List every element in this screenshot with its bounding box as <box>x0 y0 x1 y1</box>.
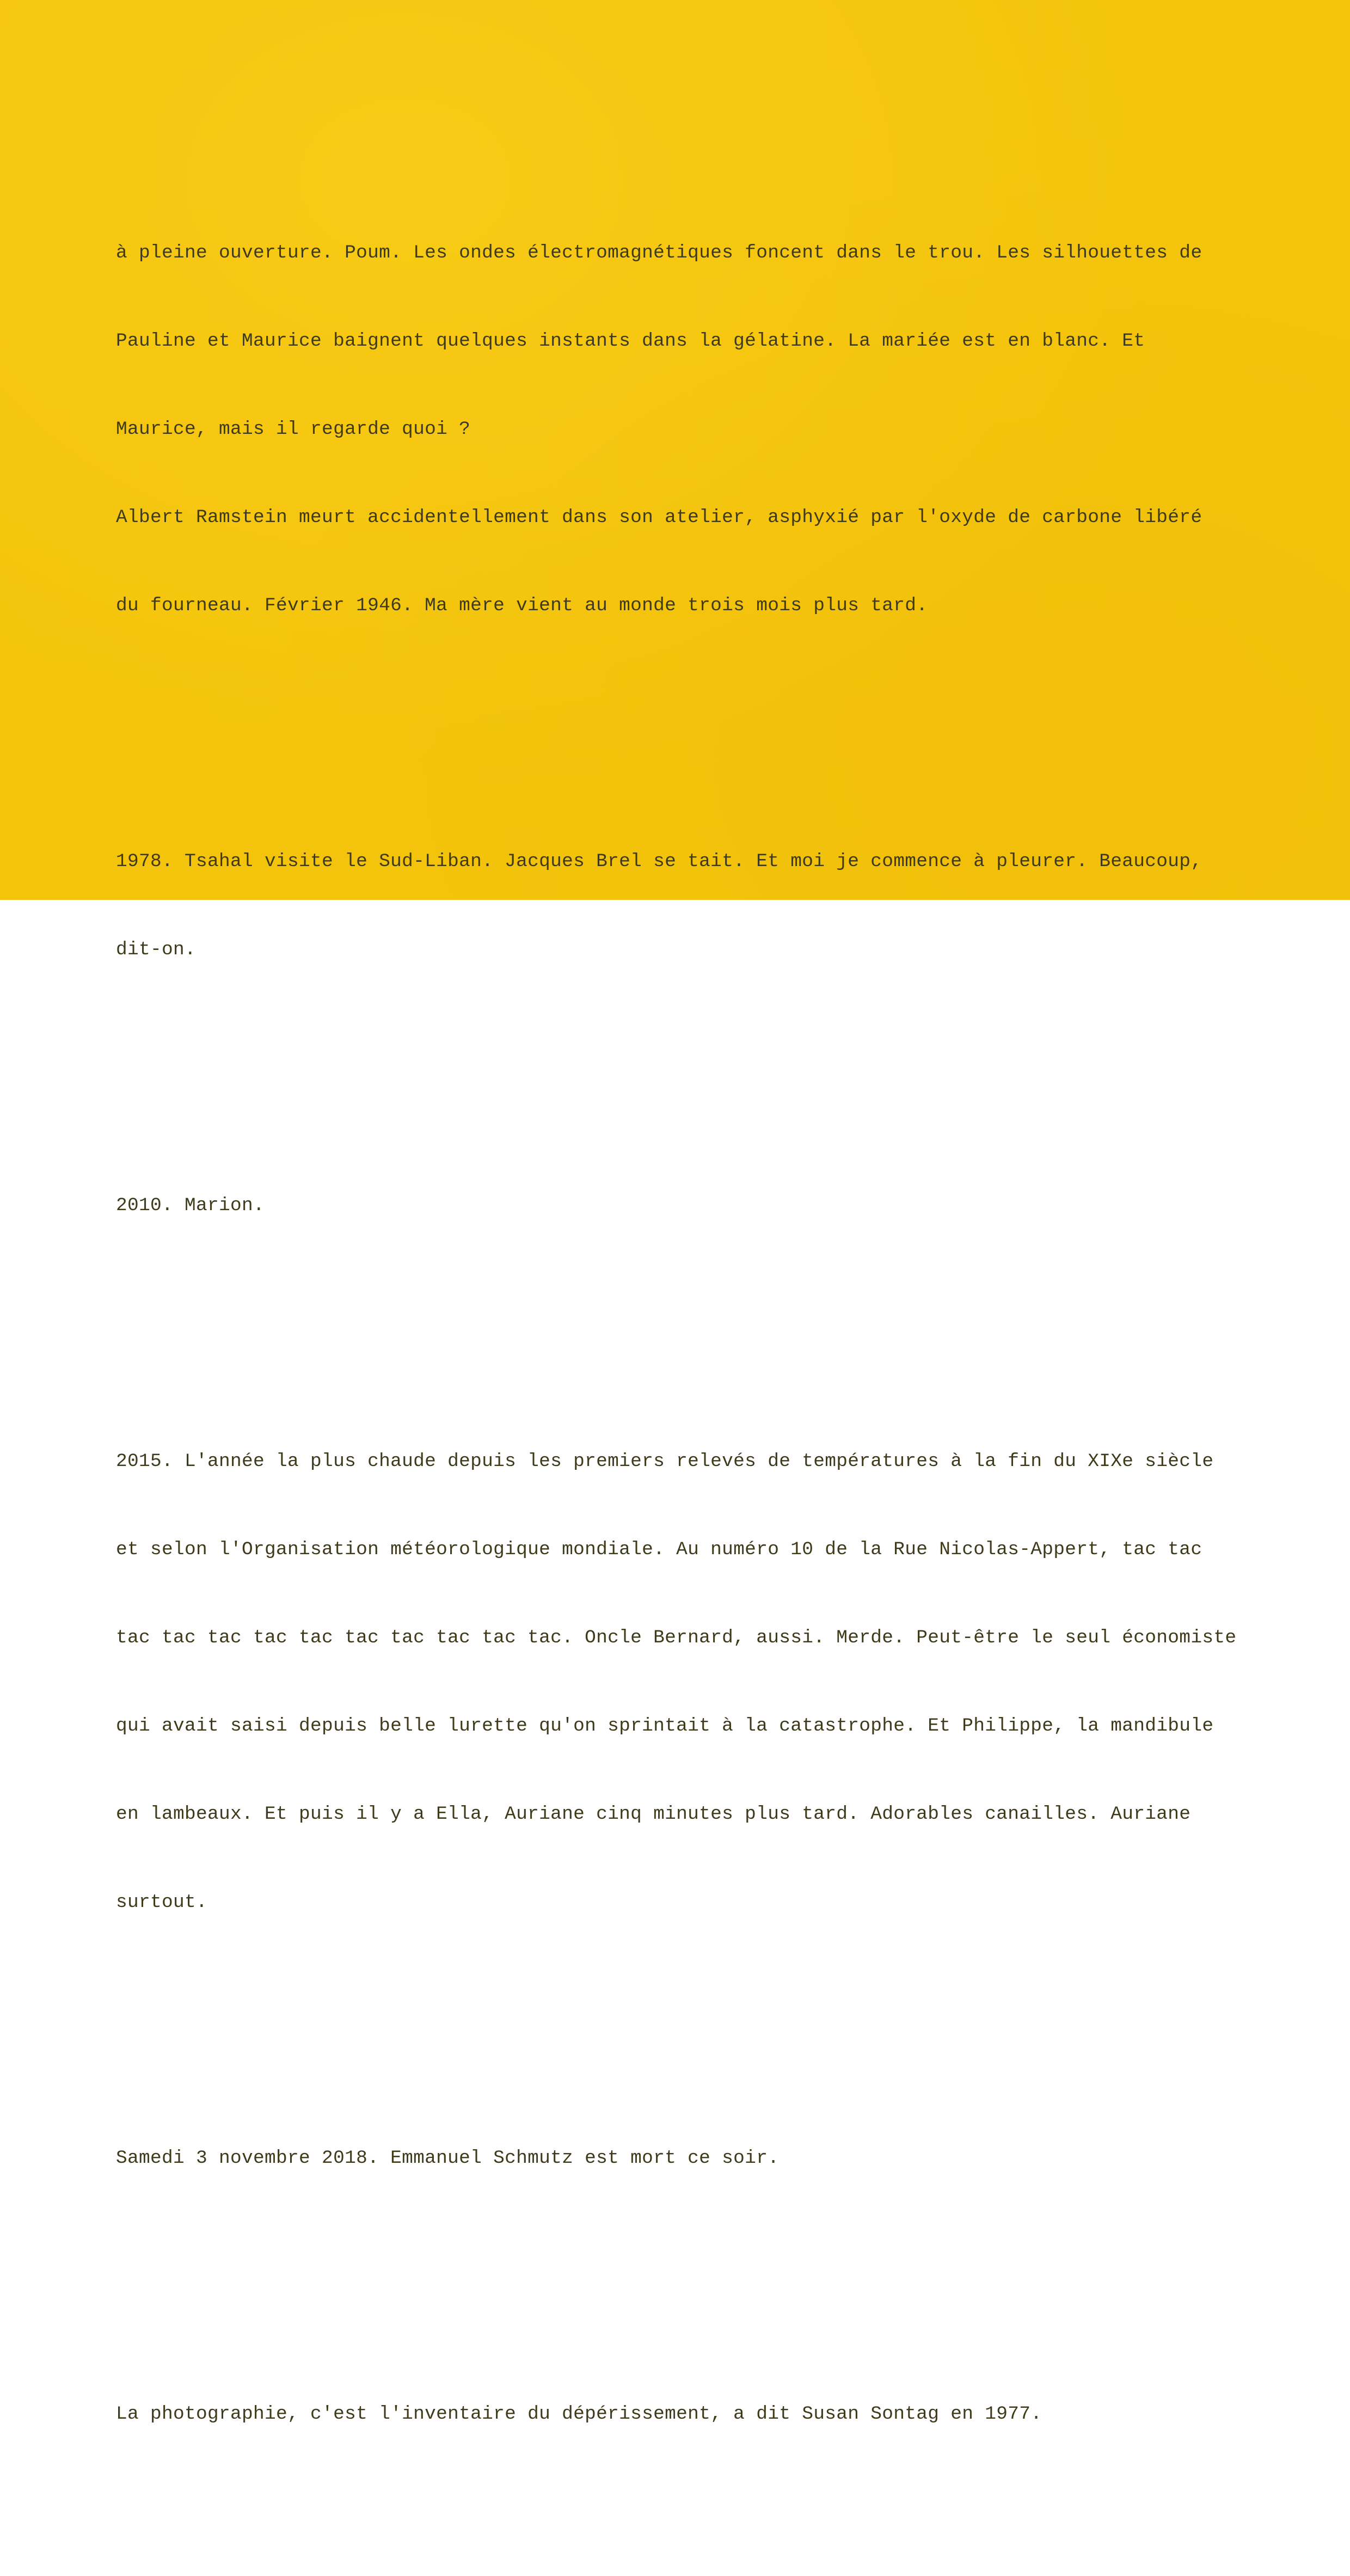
text-line: Albert Ramstein meurt accidentellement dans son atelier, asphyxié par l'oxyde de carbone libéré <box>116 507 1202 528</box>
text-line: dit-on. <box>116 939 197 960</box>
text-line: qui avait saisi depuis belle lurette qu'on sprintait à la catastrophe. Et Philippe, la mandibule <box>116 1715 1214 1737</box>
text-line: 1978. Tsahal visite le Sud-Liban. Jacques Brel se tait. Et moi je commence à pleurer. Beaucoup, <box>116 851 1202 872</box>
text-line: et selon l'Organisation météorologique mondiale. Au numéro 10 de la Rue Nicolas-Appert, tac tac <box>116 1539 1202 1560</box>
paragraph-2010 <box>116 1132 1281 1279</box>
text-line: tac tac tac tac tac tac tac tac tac tac. Oncle Bernard, aussi. Merde. Peut-être le seul économiste <box>116 1627 1237 1648</box>
text-line: Maurice, mais il regarde quoi ? <box>116 419 471 440</box>
typewritten-text-block <box>116 91 1281 2576</box>
text-line: 2015. L'année la plus chaude depuis les premiers relevés de températures à la fin du XIXe siècle <box>116 1451 1214 1472</box>
paragraph-2018 <box>116 2085 1281 2232</box>
text-line: La photographie, c'est l'inventaire du dépérissement, a dit Susan Sontag en 1977. <box>116 2403 1042 2425</box>
paragraph-1978 <box>116 788 1281 1023</box>
text-line: en lambeaux. Et puis il y a Ella, Auriane cinq minutes plus tard. Adorables canailles. Auriane <box>116 1804 1191 1825</box>
text-line: à pleine ouverture. Poum. Les ondes électromagnétiques foncent dans le trou. Les silhouettes de <box>116 242 1202 263</box>
text-line: du fourneau. Février 1946. Ma mère vient au monde trois mois plus tard. <box>116 595 928 616</box>
paragraph-ramstein <box>116 180 1281 679</box>
paragraph-2015 <box>116 1388 1281 1976</box>
text-line: Pauline et Maurice baignent quelques instants dans la gélatine. La mariée est en blanc. Et <box>116 330 1145 352</box>
text-line: surtout. <box>116 1892 208 1913</box>
text-line: 2010. Marion. <box>116 1195 265 1216</box>
paragraph-sontag-quote <box>116 2341 1281 2488</box>
text-line: Samedi 3 novembre 2018. Emmanuel Schmutz est mort ce soir. <box>116 2148 780 2169</box>
